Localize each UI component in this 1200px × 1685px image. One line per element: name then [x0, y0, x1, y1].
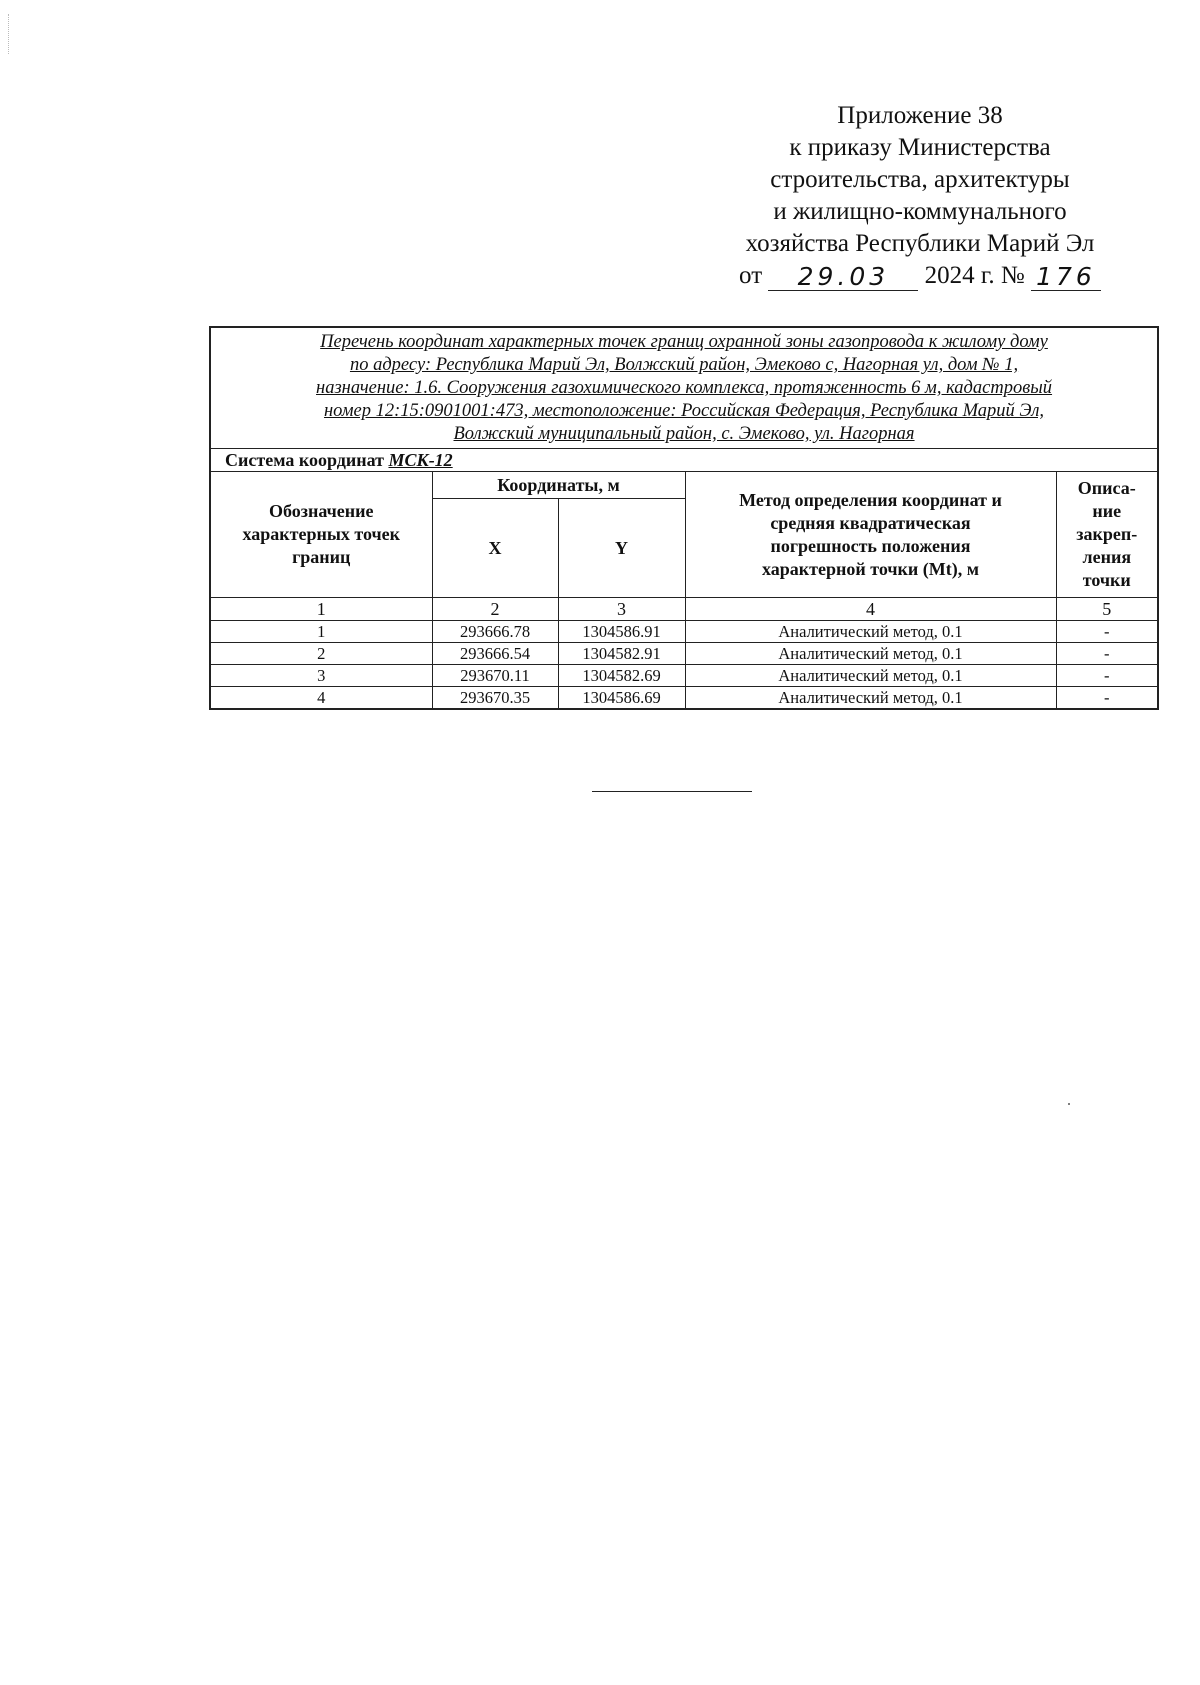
appendix-line: хозяйства Республики Марий Эл [745, 230, 1095, 257]
column-number-row [210, 598, 1158, 621]
header-y: Y [558, 499, 685, 598]
header-text: Обозначение [268, 501, 374, 521]
handwritten-order-number: 176 [1031, 264, 1101, 291]
header-method [685, 472, 1056, 598]
appendix-header [700, 100, 1140, 292]
cell-method: Аналитический метод, 0.1 [685, 687, 1056, 710]
system-name: МСК-12 [388, 449, 453, 470]
appendix-line: строительства, архитектуры [770, 166, 1070, 193]
cell-description: - [1056, 687, 1158, 710]
scan-artifact [8, 14, 13, 54]
header-coordinates: Координаты, м [432, 472, 685, 499]
cell-description: - [1056, 621, 1158, 643]
cell-x: 293670.35 [432, 687, 558, 710]
cell-y: 1304582.91 [558, 643, 685, 665]
cell-x: 293666.78 [432, 621, 558, 643]
cell-point: 4 [210, 687, 432, 710]
cell-x: 293666.54 [432, 643, 558, 665]
handwritten-date: 29.03 [768, 264, 918, 291]
cell-y: 1304586.91 [558, 621, 685, 643]
cell-x: 293670.11 [432, 665, 558, 687]
cell-method: Аналитический метод, 0.1 [685, 643, 1056, 665]
cell-point: 3 [210, 665, 432, 687]
column-number: 2 [432, 598, 558, 621]
table-caption [210, 327, 1158, 449]
cell-y: 1304586.69 [558, 687, 685, 710]
cell-method: Аналитический метод, 0.1 [685, 665, 1056, 687]
table-row [210, 621, 1158, 643]
cell-point: 2 [210, 643, 432, 665]
cell-y: 1304582.69 [558, 665, 685, 687]
end-of-document-rule [592, 791, 752, 792]
caption-line: номер 12:15:0901001:473, местоположение: Российская Федерация, Республика Марий Эл, [323, 401, 1045, 421]
header-text: погрешность положения [770, 535, 971, 556]
table-row [210, 665, 1158, 687]
cell-point: 1 [210, 621, 432, 643]
table-row [210, 687, 1158, 710]
cell-description: - [1056, 643, 1158, 665]
header-text: ления [1082, 547, 1132, 567]
caption-line: по адресу: Республика Марий Эл, Волжский район, Эмеково с, Нагорная ул, дом № 1, [349, 355, 1019, 375]
header-text: границ [292, 547, 351, 567]
header-text: средняя квадратическая [770, 512, 971, 533]
header-x: X [432, 499, 558, 598]
scan-speck [1068, 1103, 1070, 1105]
column-number: 3 [558, 598, 685, 621]
table-row [210, 643, 1158, 665]
header-description [1056, 472, 1158, 598]
appendix-line: и жилищно-коммунального [773, 198, 1067, 225]
column-number: 1 [210, 598, 432, 621]
cell-description: - [1056, 665, 1158, 687]
column-number: 4 [685, 598, 1056, 621]
cell-method: Аналитический метод, 0.1 [685, 621, 1056, 643]
column-number: 5 [1056, 598, 1158, 621]
caption-line: Перечень координат характерных точек границ охранной зоны газопровода к жилому дому [320, 332, 1048, 352]
caption-line: назначение: 1.6. Сооружения газохимического комплекса, протяженность 6 м, кадастровый [316, 378, 1053, 398]
system-label: Система координат [225, 449, 384, 470]
coordinates-table [209, 326, 1159, 710]
appendix-line: к приказу Министерства [789, 134, 1051, 161]
header-text: характерной точки (Mt), м [762, 558, 979, 579]
header-text: точки [1082, 570, 1131, 590]
date-prefix: от [739, 262, 763, 289]
header-text: Описа- [1077, 478, 1136, 498]
order-date-line [700, 260, 1140, 292]
order-year: 2024 г. № [924, 262, 1025, 289]
caption-line: Волжский муниципальный район, с. Эмеково, ул. Нагорная [453, 424, 915, 444]
appendix-line: Приложение 38 [837, 102, 1003, 129]
header-text: закреп- [1076, 524, 1138, 544]
header-text: Метод определения координат и [739, 489, 1002, 510]
header-point [210, 472, 432, 598]
header-text: ние [1092, 501, 1122, 521]
header-text: характерных точек [242, 524, 401, 544]
coordinate-system [210, 449, 1158, 472]
